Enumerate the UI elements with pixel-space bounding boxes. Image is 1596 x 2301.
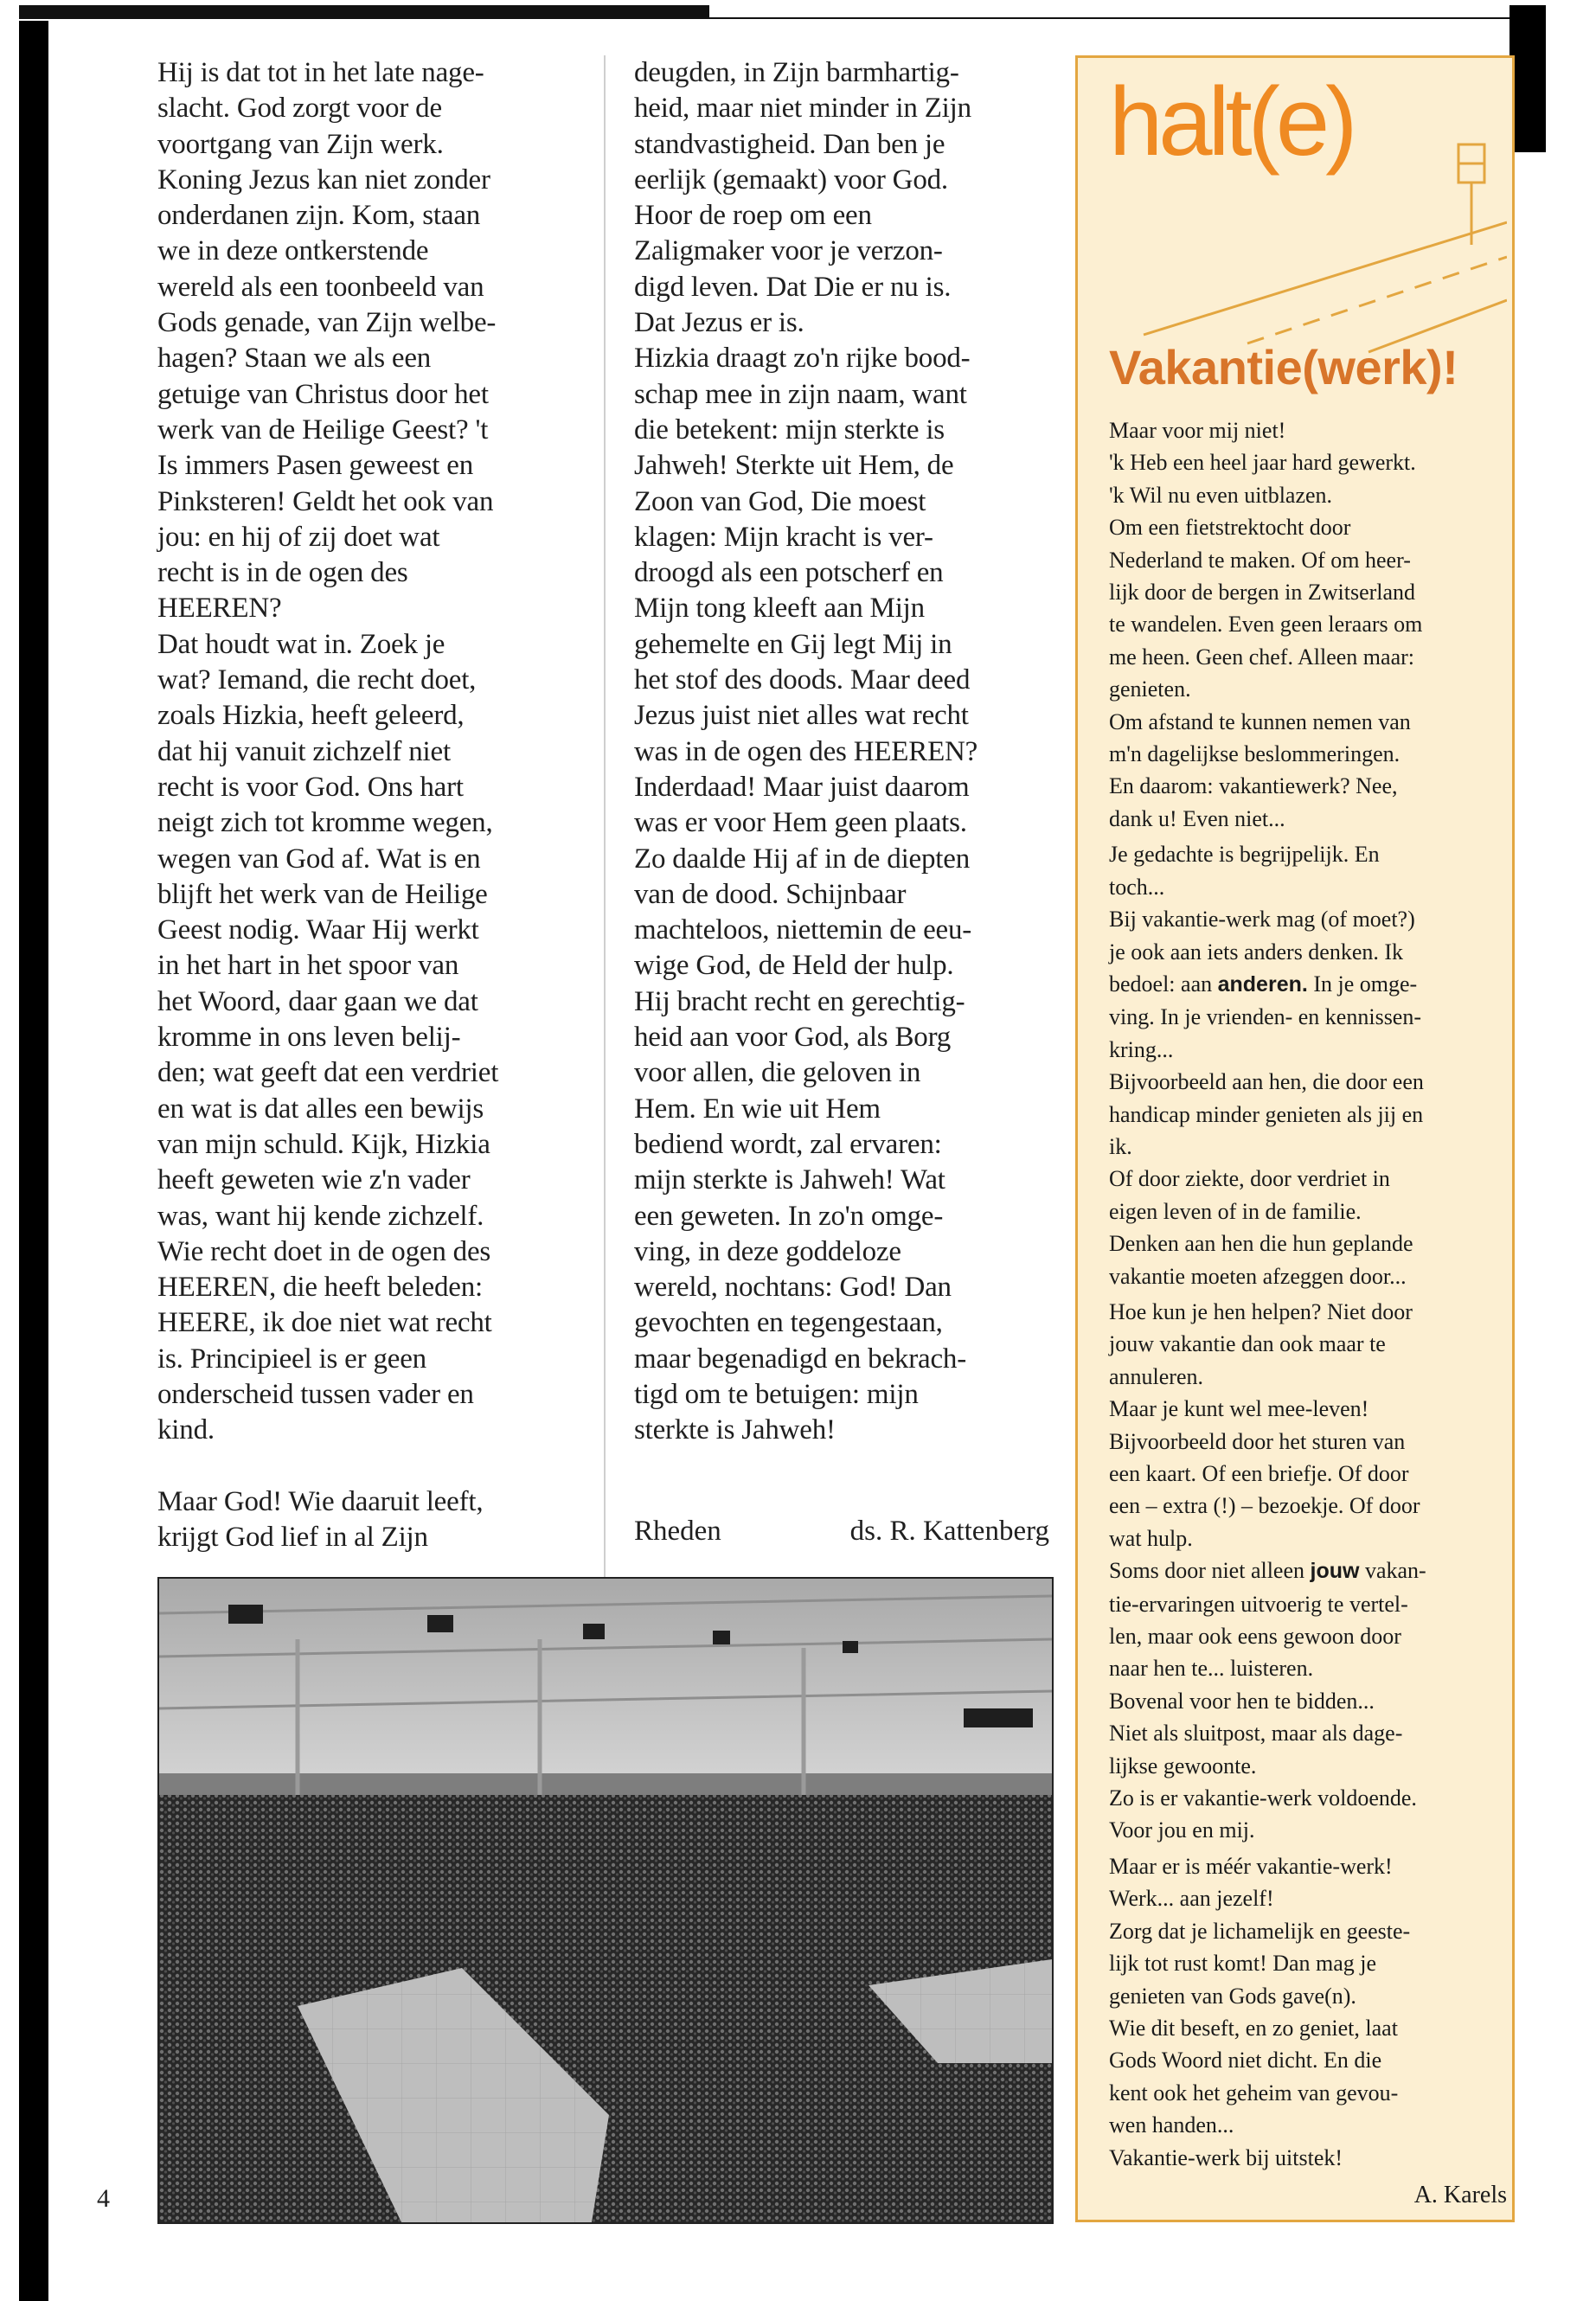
auditorium-photo-drawing xyxy=(159,1579,1052,2222)
scan-edge-strip xyxy=(709,5,1514,17)
article-signature xyxy=(634,1516,1049,1548)
signature-author: ds. R. Kattenberg xyxy=(849,1516,1049,1547)
scan-edge-left xyxy=(19,19,48,2301)
sidebar-text xyxy=(1109,414,1507,2214)
emphasis-jouw: jouw xyxy=(1310,1559,1360,1584)
sidebar-author: A. Karels xyxy=(1413,2181,1507,2208)
col1-paragraph-1: Hij is dat tot in het late nage- slacht. God zorgt voor de voortgang van Zijn werk. Koning Jezus kan niet zonder onderdanen zijn. Kom, staan we in deze ontkerstende wereld als een toonbeeld van Gods genade, van Zijn welbe- hagen? Staan we als een getuige van Christus door het werk van de Heilige Geest? 't Is immers Pasen geweest en Pinksteren! Geldt het ook van jou: en hij of zij doet wat recht is in de ogen des HEEREN? xyxy=(157,57,497,625)
scan-edge-right xyxy=(1509,5,1546,152)
auditorium-photo xyxy=(157,1577,1054,2224)
article-column-1 xyxy=(157,55,590,1555)
emphasis-anderen: anderen. xyxy=(1217,971,1308,997)
sidebar-heading: Vakantie(werk)! xyxy=(1109,340,1458,394)
road-sign-icon xyxy=(1109,93,1507,369)
signature-place: Rheden xyxy=(634,1516,721,1547)
col2-paragraph-1: deugden, in Zijn barmhartig- heid, maar niet minder in Zijn standvastigheid. Dan ben je eerlijk (gemaakt) voor God. Hoor de roep om een Zaligmaker voor je verzon- digd leven. Dat Die er nu is. Dat Jezus er is. xyxy=(634,57,971,339)
sidebar-paragraph: Maar voor mij niet! 'k Heb een heel jaar hard gewerkt. 'k Wil nu even uitblazen. Om een fietstrektocht door Nederland te maken. Of om heer- lijk door de bergen in Zwitserland te wandelen. Even geen leraars om me heen. Geen chef. Alleen maar: genieten. Om afstand te kunnen nemen van m'n dagelijkse beslommeringen. En daarom: vakantiewerk? Nee, dank u! Even niet... xyxy=(1109,418,1423,831)
sidebar-paragraph: Je gedachte is begrijpelijk. En toch... Bij vakantie-werk mag (of moet?) je ook aan iets anders denken. Ik bedoel: aan anderen. In je omge- ving. In je vrienden- en kennissen- kring... Bijvoorbeeld aan hen, die door een handicap minder genieten als jij en ik. Of door ziekte, door verdriet in eigen leven of in de familie. Denken aan hen die hun geplande vakantie moeten afzeggen door... xyxy=(1109,842,1424,1289)
col1-paragraph-3: Maar God! Wie daaruit leeft, krijgt God lief in al Zijn xyxy=(157,1485,484,1553)
column-title: halt(e) xyxy=(1109,67,1354,176)
column-divider xyxy=(604,55,606,1578)
article-column-2 xyxy=(634,55,1067,1449)
sidebar-paragraph: Hoe kun je hen helpen? Niet door jouw vakantie dan ook maar te annuleren. Maar je kunt wel mee-leven! Bijvoorbeeld door het sturen van een kaart. Of een briefje. Of door een – extra (!) – bezoekje. Of door wat hulp. Soms door niet alleen jouw vakan- tie-ervaringen uitvoerig te vertel- len, maar ook eens gewoon door naar hen te... luisteren. Bovenal voor hen te bidden... Niet als sluitpost, maar als dage- lijkse gewoonte. Zo is er vakantie-werk voldoende. Voor jou en mij. xyxy=(1109,1298,1426,1843)
sidebar-paragraph: Maar er is méér vakantie-werk! Werk... aan jezelf! Zorg dat je lichamelijk en geeste- lijk tot rust komt! Dan mag je genieten van Gods gave(n). Wie dit beseft, en zo geniet, laat Gods Woord niet dicht. En die kent ook het geheim van gevou- wen handen... Vakantie-werk bij uitstek! xyxy=(1109,1853,1411,2170)
sidebar-box xyxy=(1075,55,1515,2222)
col2-paragraph-2: Hizkia draagt zo'n rijke bood- schap mee in zijn naam, want die betekent: mijn sterkte is Jahweh! Sterkte uit Hem, de Zoon van God, Die moest klagen: Mijn kracht is ver- droogd als een potscherf en Mijn tong kleeft aan Mijn gehemelte en Gij legt Mij in het stof des doods. Maar deed Jezus juist niet alles wat recht was in de ogen des HEEREN? Inderdaad! Maar juist daarom was er voor Hem geen plaats. Zo daalde Hij af in de diepten van de dood. Schijnbaar machteloos, niettemin de eeu- wige God, de Held der hulp. Hij bracht recht en gerechtig- heid aan voor God, als Borg voor allen, die geloven in Hem. En wie uit Hem bediend wordt, zal ervaren: mijn sterkte is Jahweh! Wat een geweten. In zo'n omge- ving, in deze goddeloze wereld, nochtans: God! Dan gevochten en tegengestaan, maar begenadigd en bekrach- tigd om te betuigen: mijn sterkte is Jahweh! xyxy=(634,343,978,1446)
col1-paragraph-2: Dat houdt wat in. Zoek je wat? Iemand, die recht doet, zoals Hizkia, heeft geleerd, dat hij vanuit zichzelf niet recht is voor God. Ons hart neigt zich tot kromme wegen, wegen van God af. Wat is en blijft het werk van de Heilige Geest nodig. Waar Hij werkt in het hart in het spoor van het Woord, daar gaan we dat kromme in ons leven belij- den; wat geeft dat een verdriet en wat is dat alles een bewijs van mijn schuld. Kijk, Hizkia heeft geweten wie z'n vader was, want hij kende zichzelf. Wie recht doet in de ogen des HEEREN, die heeft beleden: HEERE, ik doe niet wat recht is. Principieel is er geen onderscheid tussen vader en kind. xyxy=(157,628,499,1446)
page-number: 4 xyxy=(97,2184,110,2213)
